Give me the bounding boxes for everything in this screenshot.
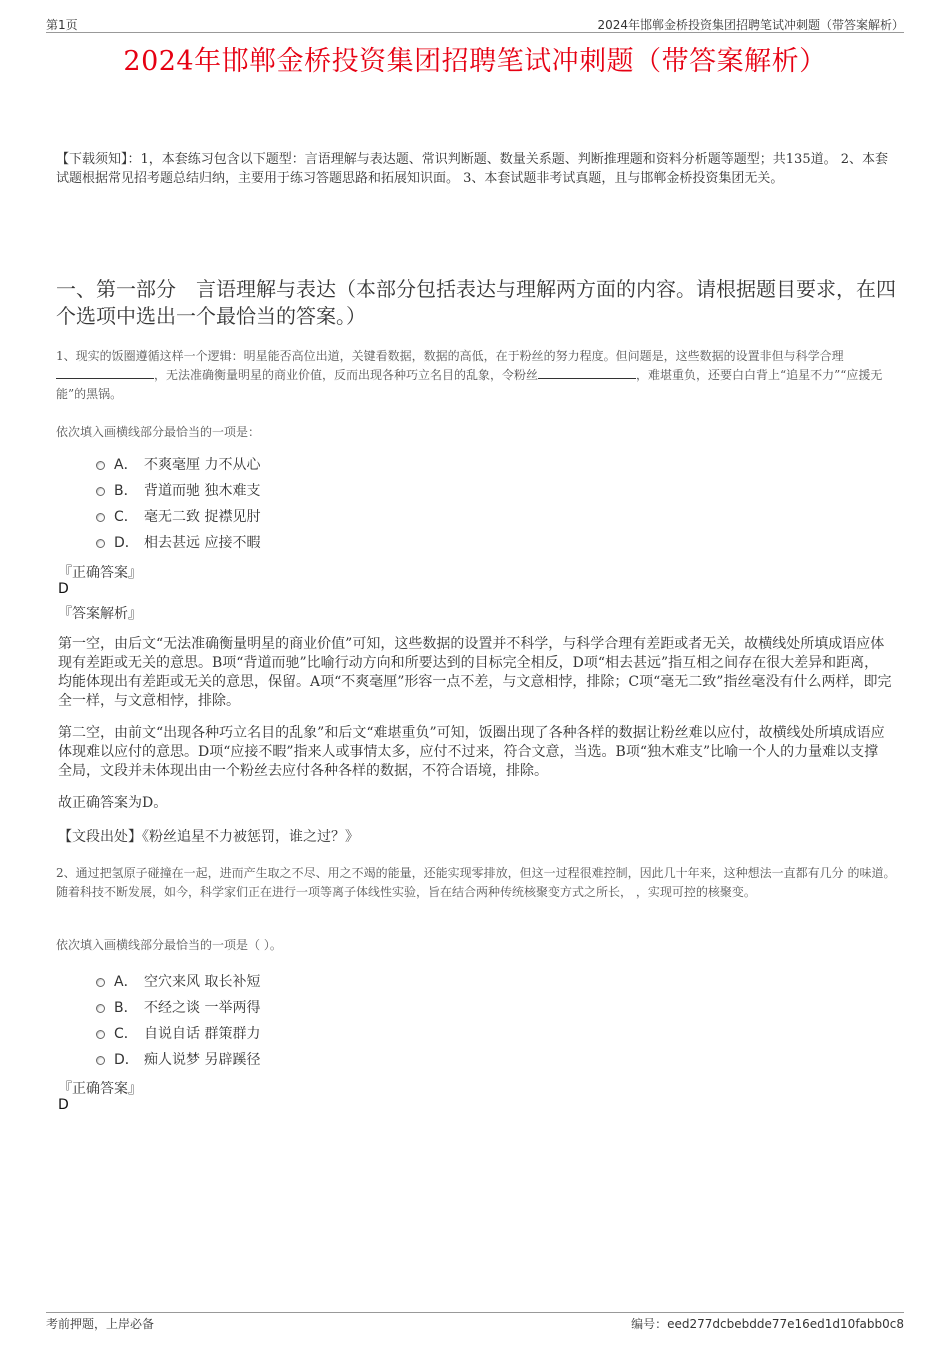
correct-answer: D (58, 581, 69, 597)
page-number: 第1页 (46, 18, 78, 32)
radio-button[interactable] (96, 461, 105, 470)
analysis-paragraph-2: 第二空，由前文“出现各种巧立名目的乱象”和后文“难堪重负”可知，饭圈出现了各种各样的数据让粉丝难以应付，故横线处所填成语应体现难以应付的意思。D项“应接不暇”指来人或事情太多，应付不过来，符合文意，当选。B项“独木难支”比喻一个人的力量难以支撑全局，文段并未体现出由一个粉丝去应付各种各样的数据，不符合语境，排除。 (58, 725, 885, 779)
radio-button[interactable] (96, 513, 105, 522)
option-b[interactable]: B． 不经之谈 一举两得 (96, 995, 260, 1021)
passage-source: 【文段出处】《粉丝追星不力被惩罚，谁之过？》 (58, 829, 359, 845)
header-doc-title: 2024年邯郸金桥投资集团招聘笔试冲刺题（带答案解析） (597, 18, 904, 32)
radio-button[interactable] (96, 978, 105, 987)
question-1-options (96, 452, 260, 556)
document-code: 编号：eed277dcbebdde77e16ed1d10fabb0c8 (631, 1317, 904, 1331)
question-1-instruction: 依次填入画横线部分最恰当的一项是： (56, 425, 261, 439)
question-2-instruction: 依次填入画横线部分最恰当的一项是（ ）。 (56, 938, 282, 952)
blank-line (56, 366, 154, 379)
option-a[interactable]: A． 不爽毫厘 力不从心 (96, 452, 260, 478)
question-2-text: 2、通过把氢原子碰撞在一起，进而产生取之不尽、用之不竭的能量，还能实现零排放，但这一过程很难控制，因此几十年来，这种想法一直都有几分 的味道。随着科技不断发展，如今，科学家们正在进行一项等离子体线性实验，旨在结合两种传统核聚变方式之所长， ，实现可控的核聚变。 (56, 866, 896, 899)
analysis-paragraph-1: 第一空，由后文“无法准确衡量明星的商业价值”可知，这些数据的设置并不科学，与科学合理有差距或者无关，故横线处所填成语应体现有差距或无关的意思。B项“背道而驰”比喻行动方向和所要达到的目标完全相反，D项“相去甚远”指互相之间存在很大差异和距离，均能体现出有差距或无关的意思，保留。A项“不爽毫厘”形容一点不差，与文意相悖，排除；C项“毫无二致”指丝毫没有什么两样，即完全一样，与文意相悖，排除。 (58, 636, 892, 709)
option-b[interactable]: B． 背道而驰 独木难支 (96, 478, 260, 504)
section-heading: 一、第一部分 言语理解与表达（本部分包括表达与理解两方面的内容。请根据题目要求，在四个选项中选出一个最恰当的答案。） (56, 277, 896, 328)
analysis-label: 『答案解析』 (58, 606, 142, 622)
footer-slogan: 考前押题，上岸必备 (46, 1317, 155, 1331)
option-d[interactable]: D． 相去甚远 应接不暇 (96, 530, 260, 556)
option-c[interactable]: C． 自说自话 群策群力 (96, 1021, 260, 1047)
page-header (46, 14, 904, 33)
correct-answer: D (58, 1097, 69, 1113)
blank-line (538, 366, 636, 379)
radio-button[interactable] (96, 1004, 105, 1013)
correct-answer-label: 『正确答案』 (58, 565, 142, 581)
radio-button[interactable] (96, 487, 105, 496)
option-c[interactable]: C． 毫无二致 捉襟见肘 (96, 504, 260, 530)
radio-button[interactable] (96, 1030, 105, 1039)
option-d[interactable]: D． 痴人说梦 另辟蹊径 (96, 1047, 260, 1073)
radio-button[interactable] (96, 1056, 105, 1065)
correct-answer-label: 『正确答案』 (58, 1081, 142, 1097)
document-title: 2024年邯郸金桥投资集团招聘笔试冲刺题（带答案解析） (123, 46, 827, 77)
page-footer (46, 1312, 904, 1331)
analysis-conclusion: 故正确答案为D。 (58, 795, 168, 811)
option-a[interactable]: A． 空穴来风 取长补短 (96, 969, 260, 995)
radio-button[interactable] (96, 539, 105, 548)
question-1-text: 1、现实的饭圈遵循这样一个逻辑：明星能否高位出道，关键看数据，数据的高低，在于粉丝的努力程度。但问题是，这些数据的设置非但与科学合理，无法准确衡量明星的商业价值，反而出现各种巧立名目的乱象，令粉丝 ，难堪重负，还要白白背上“追星不力”“应援无能”的黑锅。 (56, 349, 883, 401)
download-notice: 【下载须知】：1，本套练习包含以下题型：言语理解与表达题、常识判断题、数量关系题、判断推理题和资料分析题等题型；共135道。 2、本套试题根据常见招考题总结归纳，主要用于练习答题思路和拓展知识面。 3、本套试题非考试真题，且与邯郸金桥投资集团无关。 (56, 152, 888, 186)
question-2-options (96, 969, 260, 1073)
